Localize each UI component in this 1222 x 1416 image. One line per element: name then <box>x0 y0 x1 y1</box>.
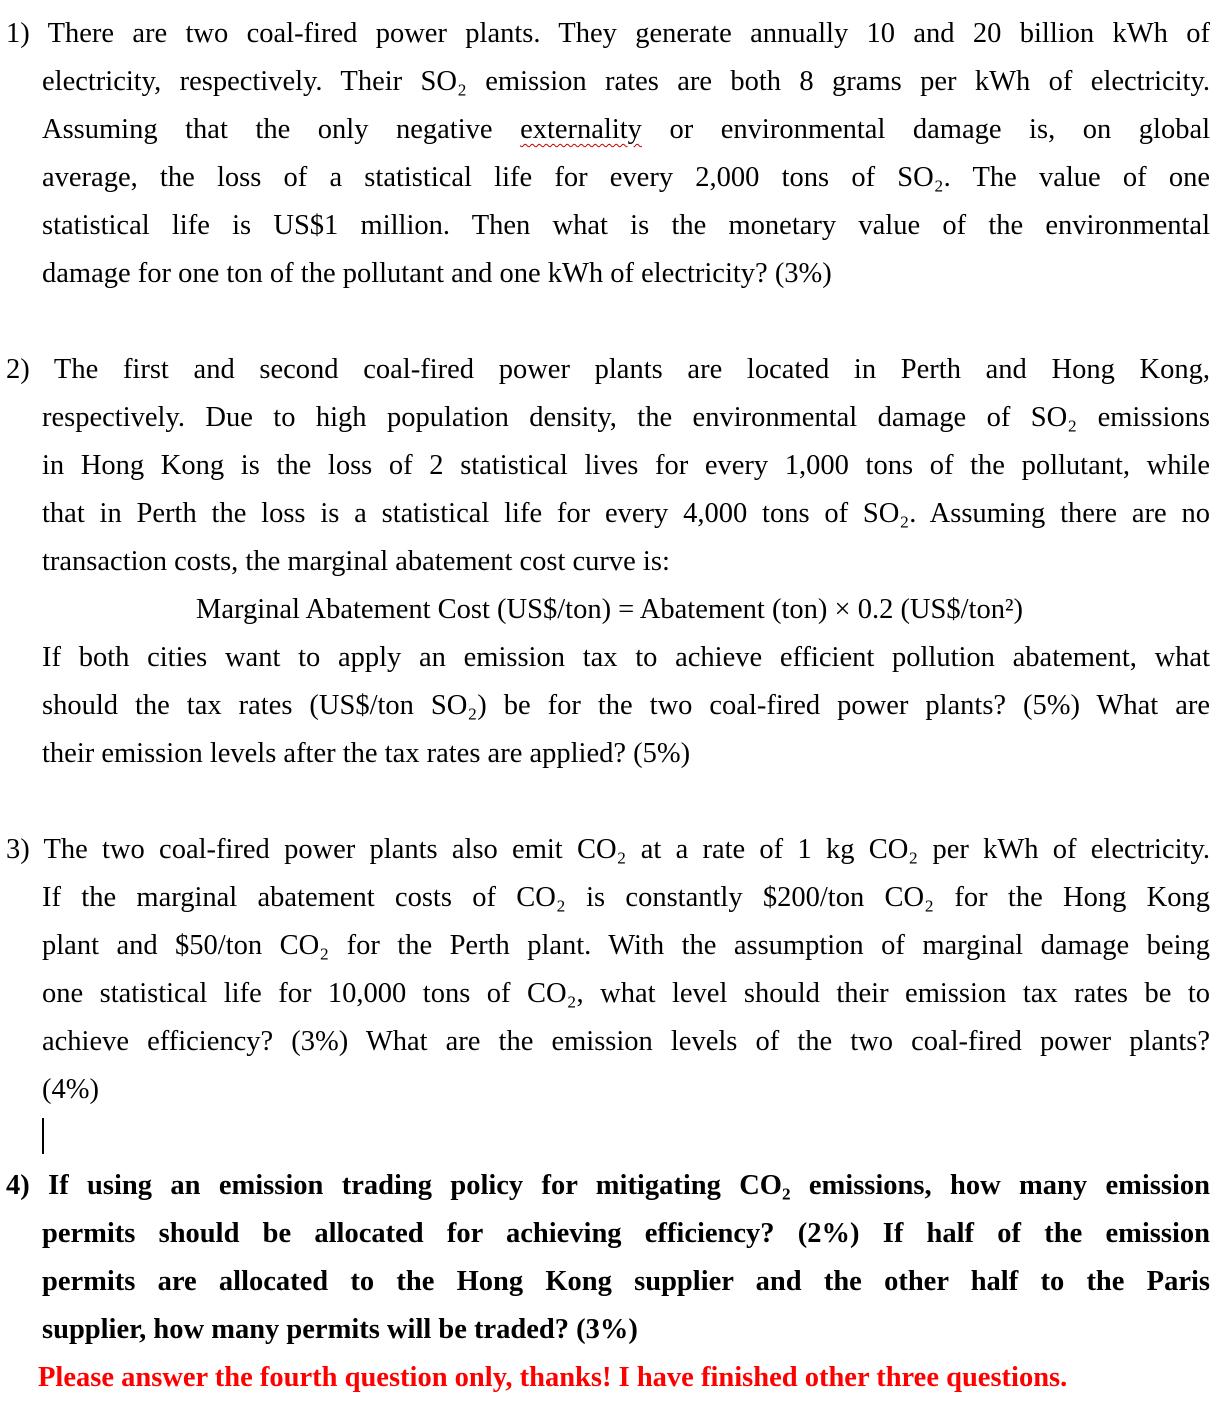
question-1-line-6: damage for one ton of the pollutant and one kWh of electricity? (3%) <box>42 258 832 289</box>
question-4-line-1: 4) If using an emission trading policy for mitigating CO₂ emissions, how many emission <box>6 1170 1210 1201</box>
question-4-line-2: permits should be allocated for achieving efficiency? (2%) If half of the emission <box>42 1218 1210 1249</box>
question-2-line-7: should the tax rates (US$/ton SO₂) be for the two coal-fired power plants? (5%) What are <box>42 690 1210 721</box>
note-text: Please answer the fourth question only, thanks! I have finished other three questions. <box>38 1362 1068 1393</box>
question-3-line-3: plant and $50/ton CO₂ for the Perth plant. With the assumption of marginal damage being <box>42 930 1210 961</box>
question-2-line-8: their emission levels after the tax rates are applied? (5%) <box>42 738 691 769</box>
question-2-line-5: transaction costs, the marginal abatement cost curve is: <box>42 546 670 577</box>
question-1-line-1: 1) There are two coal-fired power plants. They generate annually 10 and 20 billion kWh of <box>6 18 1210 49</box>
question-1-line-3a: Assuming that the only negative <box>42 114 521 145</box>
question-2-line-6: If both cities want to apply an emission tax to achieve efficient pollution abatement, what <box>42 642 1210 673</box>
question-1-line-2: electricity, respectively. Their SO₂ emission rates are both 8 grams per kWh of electricity. <box>42 66 1210 97</box>
question-2-line-2: respectively. Due to high population density, the environmental damage of SO₂ emissions <box>42 402 1210 433</box>
question-4-line-4: supplier, how many permits will be traded? (3%) <box>42 1314 638 1345</box>
question-1-line-3c: or environmental damage is, on global <box>641 114 1211 145</box>
question-3-line-4: one statistical life for 10,000 tons of CO₂, what level should their emission tax rates be to <box>42 978 1210 1009</box>
question-3-line-5: achieve efficiency? (3%) What are the emission levels of the two coal-fired power plants? <box>42 1026 1210 1057</box>
question-2-line-1: 2) The first and second coal-fired power plants are located in Perth and Hong Kong, <box>6 354 1210 385</box>
question-3-line-2: If the marginal abatement costs of CO₂ is constantly $200/ton CO₂ for the Hong Kong <box>42 882 1210 913</box>
question-3 <box>6 826 1210 1114</box>
question-3-line-6: (4%) <box>42 1074 99 1105</box>
question-2-line-4: that in Perth the loss is a statistical life for every 4,000 tons of SO₂. Assuming there are no <box>42 498 1210 529</box>
question-4 <box>6 1162 1210 1354</box>
question-4-line-3: permits are allocated to the Hong Kong supplier and the other half to the Paris <box>42 1266 1210 1297</box>
question-2 <box>6 346 1210 778</box>
question-1-line-4: average, the loss of a statistical life for every 2,000 tons of SO₂. The value of one <box>42 162 1210 193</box>
text-cursor <box>42 1118 44 1154</box>
question-3-line-1: 3) The two coal-fired power plants also emit CO₂ at a rate of 1 kg CO₂ per kWh of electricity. <box>6 834 1210 865</box>
question-1-line-5: statistical life is US$1 million. Then what is the monetary value of the environmental <box>42 210 1210 241</box>
formula: Marginal Abatement Cost (US$/ton) = Abatement (ton) × 0.2 (US$/ton²) <box>196 594 1023 625</box>
question-1-line-3 <box>6 106 1210 154</box>
question-2-line-3: in Hong Kong is the loss of 2 statistical lives for every 1,000 tons of the pollutant, while <box>42 450 1210 481</box>
question-1 <box>6 10 1210 298</box>
spellcheck-word[interactable]: externality <box>520 114 642 145</box>
